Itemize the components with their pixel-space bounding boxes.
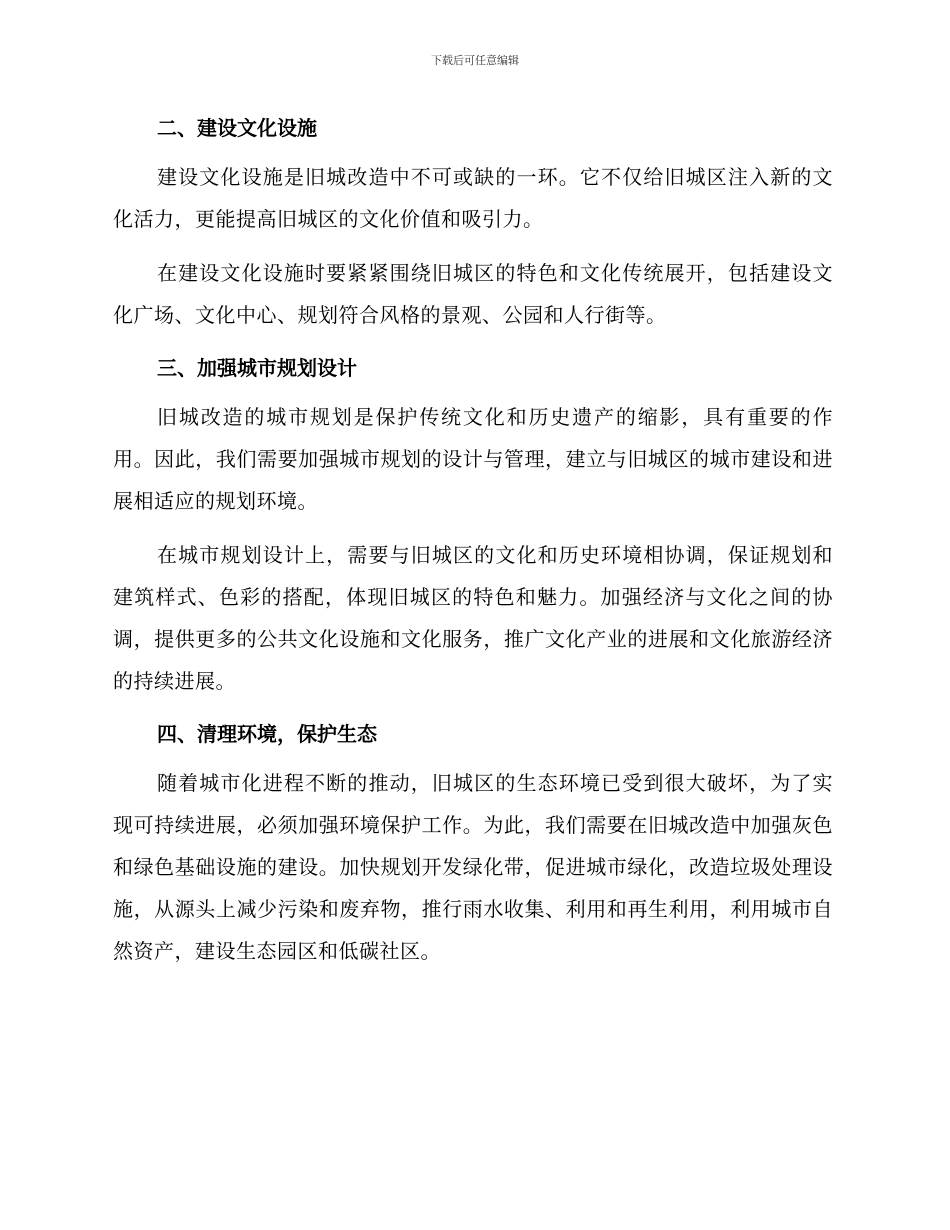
paragraph: 在城市规划设计上，需要与旧城区的文化和历史环境相协调，保证规划和建筑样式、色彩的搭配，体现旧城区的特色和魅力。加强经济与文化之间的协调，提供更多的公共文化设施和文化服务，推广文化产业的进展和文化旅游经济的持续进展。 [113,543,833,693]
document-body [113,108,833,984]
section-heading: 四、清理环境，保护生态 [157,722,377,746]
paragraph: 建设文化设施是旧城改造中不可或缺的一环。它不仅给旧城区注入新的文化活力，更能提高旧城区的文化价值和吸引力。 [113,165,833,231]
section-build-cultural-facilities [113,108,833,336]
paragraph: 随着城市化进程不断的推动，旧城区的生态环境已受到很大破坏，为了实现可持续进展，必须加强环境保护工作。为此，我们需要在旧城改造中加强灰色和绿色基础设施的建设。加快规划开发绿化带，促进城市绿化，改造垃圾处理设施，从源头上减少污染和废弃物，推行雨水收集、利用和再生利用，利用城市自然资产，建设生态园区和低碳社区。 [113,771,833,963]
section-urban-planning [113,348,833,702]
section-heading: 二、建设文化设施 [157,116,317,140]
page-header: 下载后可任意编辑 [431,54,519,67]
section-environment-ecology [113,714,833,972]
paragraph: 旧城改造的城市规划是保护传统文化和历史遗产的缩影，具有重要的作用。因此，我们需要加强城市规划的设计与管理，建立与旧城区的城市建设和进展相适应的规划环境。 [113,405,833,513]
paragraph: 在建设文化设施时要紧紧围绕旧城区的特色和文化传统展开，包括建设文化广场、文化中心、规划符合风格的景观、公园和人行街等。 [113,261,833,327]
section-heading: 三、加强城市规划设计 [157,356,357,380]
